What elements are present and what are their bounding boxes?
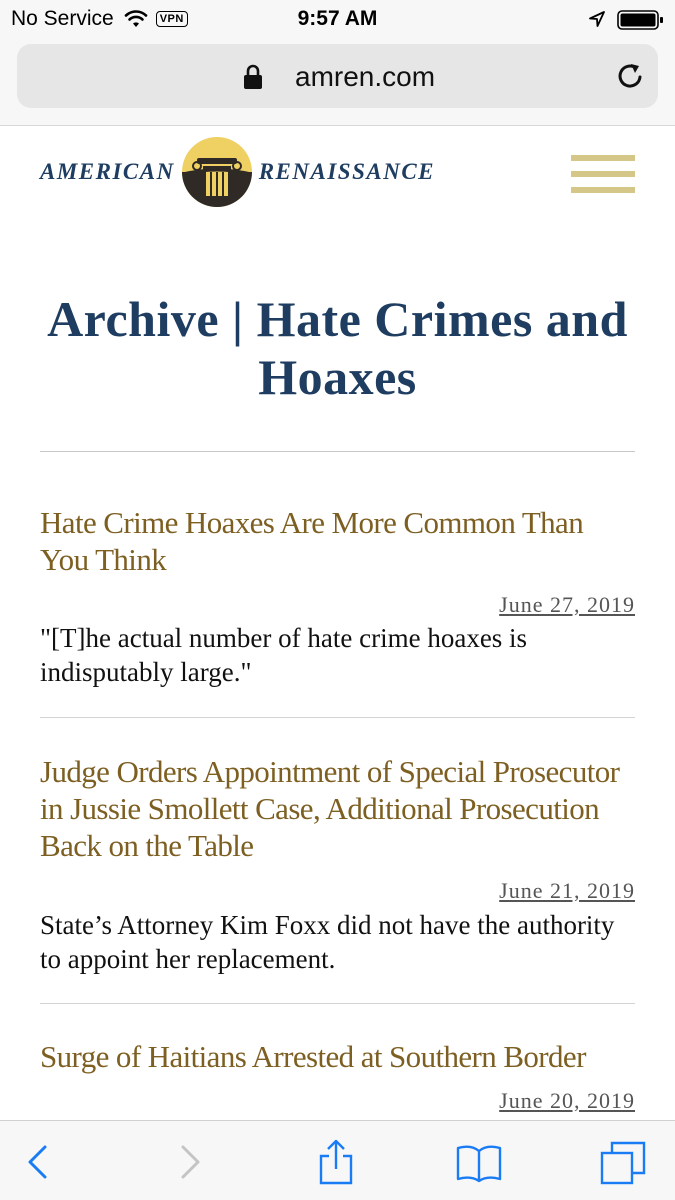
carrier-label: No Service (11, 7, 114, 30)
article-divider (40, 717, 635, 718)
article-item (40, 753, 635, 864)
browser-toolbar (0, 1120, 675, 1200)
hamburger-menu-icon[interactable] (571, 155, 635, 195)
title-divider (40, 451, 635, 452)
article-title-link[interactable]: Hate Crime Hoaxes Are More Common Than You Think (40, 505, 584, 577)
article-item (40, 504, 635, 578)
site-logo[interactable] (40, 137, 435, 207)
article-title-link[interactable]: Surge of Haitians Arrested at Southern Border (40, 1039, 586, 1074)
article-excerpt-block (40, 621, 635, 689)
column-emblem-icon (181, 136, 253, 208)
url-text[interactable]: amren.com (295, 61, 436, 92)
share-icon[interactable] (313, 1139, 359, 1185)
page-title: Archive | Hate Crimes and Hoaxes (47, 291, 628, 405)
article-date[interactable]: June 20, 2019 (499, 1088, 635, 1113)
address-bar[interactable] (17, 44, 658, 108)
logo-word-renaissance: RENAISSANCE (258, 159, 436, 184)
battery-icon (617, 9, 665, 31)
article-meta (40, 1088, 635, 1114)
article-excerpt: "[T]he actual number of hate crime hoaxes is indisputably large." (40, 623, 528, 687)
article-date[interactable]: June 27, 2019 (499, 592, 635, 617)
lock-icon (243, 64, 263, 90)
logo-word-american: AMERICAN (40, 159, 175, 184)
tabs-icon[interactable] (600, 1139, 646, 1185)
article-date[interactable]: June 21, 2019 (499, 878, 635, 903)
status-time: 9:57 AM (297, 7, 378, 30)
site-header (0, 127, 675, 227)
article-meta (40, 592, 635, 618)
reload-icon[interactable] (614, 60, 646, 92)
article-title-link[interactable]: Judge Orders Appointment of Special Prosecutor in Jussie Smollett Case, Additional Prosecution Back on the Table (40, 754, 620, 863)
bookmarks-icon[interactable] (456, 1139, 502, 1185)
article-meta (40, 878, 635, 904)
article-excerpt: State’s Attorney Kim Foxx did not have the authority to appoint her replacement. (40, 910, 615, 974)
back-icon[interactable] (16, 1139, 62, 1185)
article-excerpt-block (40, 908, 635, 976)
article-divider (40, 1003, 635, 1004)
forward-icon[interactable] (166, 1139, 212, 1185)
vpn-badge: VPN (156, 11, 188, 27)
status-bar (0, 0, 675, 38)
article-item (40, 1038, 635, 1075)
browser-address-area (0, 38, 675, 126)
location-icon (588, 10, 606, 28)
